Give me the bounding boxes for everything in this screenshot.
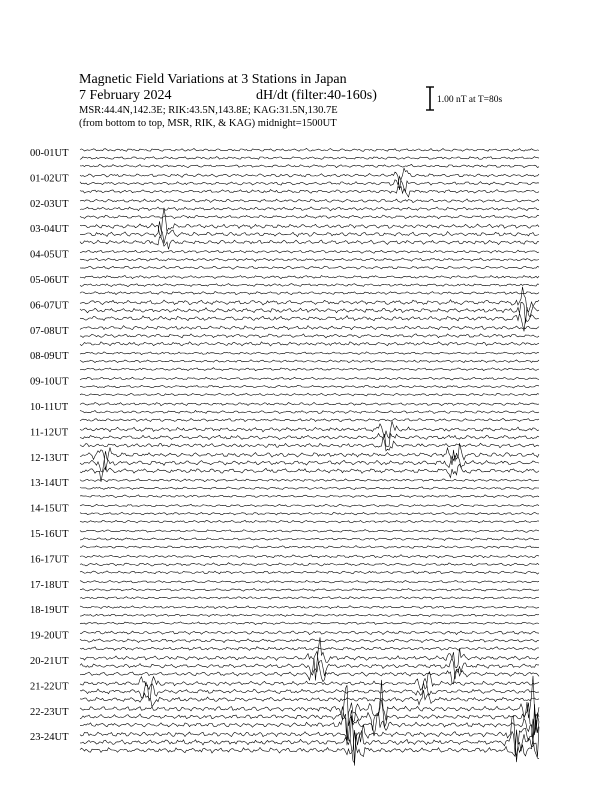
trace-msr: [80, 342, 539, 346]
trace-rik: [80, 639, 539, 643]
row-label: 17-18UT: [30, 579, 69, 591]
row-label: 21-22UT: [30, 681, 69, 693]
trace-msr: [80, 712, 539, 741]
trace-kag: [80, 530, 539, 533]
trace-msr: [80, 571, 539, 574]
trace-rik: [80, 512, 539, 515]
trace-kag: [80, 148, 539, 151]
row-label: 20-21UT: [30, 656, 69, 667]
trace-rik: [80, 360, 539, 363]
trace-rik: [80, 727, 539, 763]
trace-msr: [80, 597, 539, 600]
row-label: 19-20UT: [30, 630, 69, 642]
trace-msr: [80, 266, 539, 269]
trace-kag: [80, 250, 539, 253]
row-label: 15-16UT: [30, 529, 69, 540]
trace-rows: [30, 148, 539, 766]
row-label: 03-04UT: [30, 224, 69, 236]
trace-msr: [80, 313, 539, 331]
trace-msr: [80, 237, 539, 249]
row-label: 12-13UT: [30, 452, 69, 464]
chart-quantity: dH/dt (filter:40-160s): [256, 88, 377, 103]
trace-msr: [80, 546, 539, 549]
trace-kag: [80, 581, 539, 584]
trace-kag: [80, 352, 539, 355]
trace-kag: [80, 716, 539, 766]
row-label: 22-23UT: [30, 706, 69, 718]
trace-rik: [80, 334, 539, 338]
row-label: 16-17UT: [30, 554, 69, 566]
trace-msr: [80, 622, 539, 625]
trace-kag: [80, 672, 539, 701]
trace-msr: [80, 393, 539, 396]
trace-kag: [80, 287, 539, 312]
trace-rik: [80, 221, 539, 243]
trace-rik: [80, 700, 539, 745]
trace-kag: [80, 377, 539, 380]
trace-kag: [80, 402, 539, 405]
trace-rik: [80, 176, 539, 191]
trace-msr: [80, 186, 539, 197]
trace-msr: [80, 418, 539, 421]
trace-kag: [80, 606, 539, 609]
chart-title: Magnetic Field Variations at 3 Stations in Japan: [79, 72, 347, 87]
trace-rik: [80, 614, 539, 617]
trace-msr: [80, 495, 539, 498]
trace-kag: [80, 326, 539, 330]
trace-rik: [80, 589, 539, 592]
trace-rik: [80, 679, 539, 699]
trace-kag: [80, 443, 539, 470]
row-label: 07-08UT: [30, 325, 69, 337]
row-label: 02-03UT: [30, 198, 69, 210]
row-label: 05-06UT: [30, 275, 69, 286]
trace-rik: [80, 207, 539, 211]
trace-kag: [80, 504, 539, 507]
trace-rik: [80, 410, 539, 413]
row-label: 13-14UT: [30, 478, 69, 490]
trace-rik: [80, 157, 539, 160]
station-coordinates: MSR:44.4N,142.3E; RIK:43.5N,143.8E; KAG:31.5N,130.7E: [79, 105, 338, 116]
trace-rik: [80, 563, 539, 566]
row-label: 00-01UT: [30, 148, 69, 159]
trace-msr: [80, 520, 539, 523]
trace-kag: [80, 208, 539, 237]
trace-rik: [80, 487, 539, 490]
trace-msr: [80, 438, 539, 451]
trace-msr: [80, 647, 539, 651]
row-label: 08-09UT: [30, 351, 69, 363]
trace-kag: [80, 631, 539, 635]
trace-rik: [80, 538, 539, 541]
row-label: 23-24UT: [30, 732, 69, 744]
row-label: 04-05UT: [30, 249, 69, 261]
trace-rik: [80, 284, 539, 287]
row-label: 10-11UT: [30, 402, 69, 413]
chart-date: 7 February 2024: [79, 88, 172, 103]
trace-kag: [80, 479, 539, 482]
trace-msr: [80, 730, 539, 759]
trace-kag: [80, 555, 539, 558]
scale-bar-label: 1.00 nT at T=80s: [437, 95, 503, 105]
trace-msr: [80, 215, 539, 219]
trace-kag: [80, 199, 539, 203]
trace-msr: [80, 292, 539, 295]
row-label: 01-02UT: [30, 173, 69, 185]
trace-kag: [80, 676, 539, 733]
row-label: 11-12UT: [30, 427, 69, 439]
trace-msr: [80, 164, 539, 167]
row-label: 18-19UT: [30, 605, 69, 617]
row-label: 06-07UT: [30, 300, 69, 312]
trace-msr: [80, 368, 539, 371]
trace-rik: [80, 302, 539, 323]
trace-kag: [80, 168, 539, 190]
trace-msr: [80, 662, 539, 684]
station-order-note: (from bottom to top, MSR, RIK, & KAG) midnight=1500UT: [79, 118, 337, 129]
row-label: 09-10UT: [30, 376, 69, 388]
trace-rik: [80, 385, 539, 388]
trace-kag: [80, 276, 539, 279]
row-label: 14-15UT: [30, 503, 69, 515]
trace-rik: [80, 258, 539, 261]
